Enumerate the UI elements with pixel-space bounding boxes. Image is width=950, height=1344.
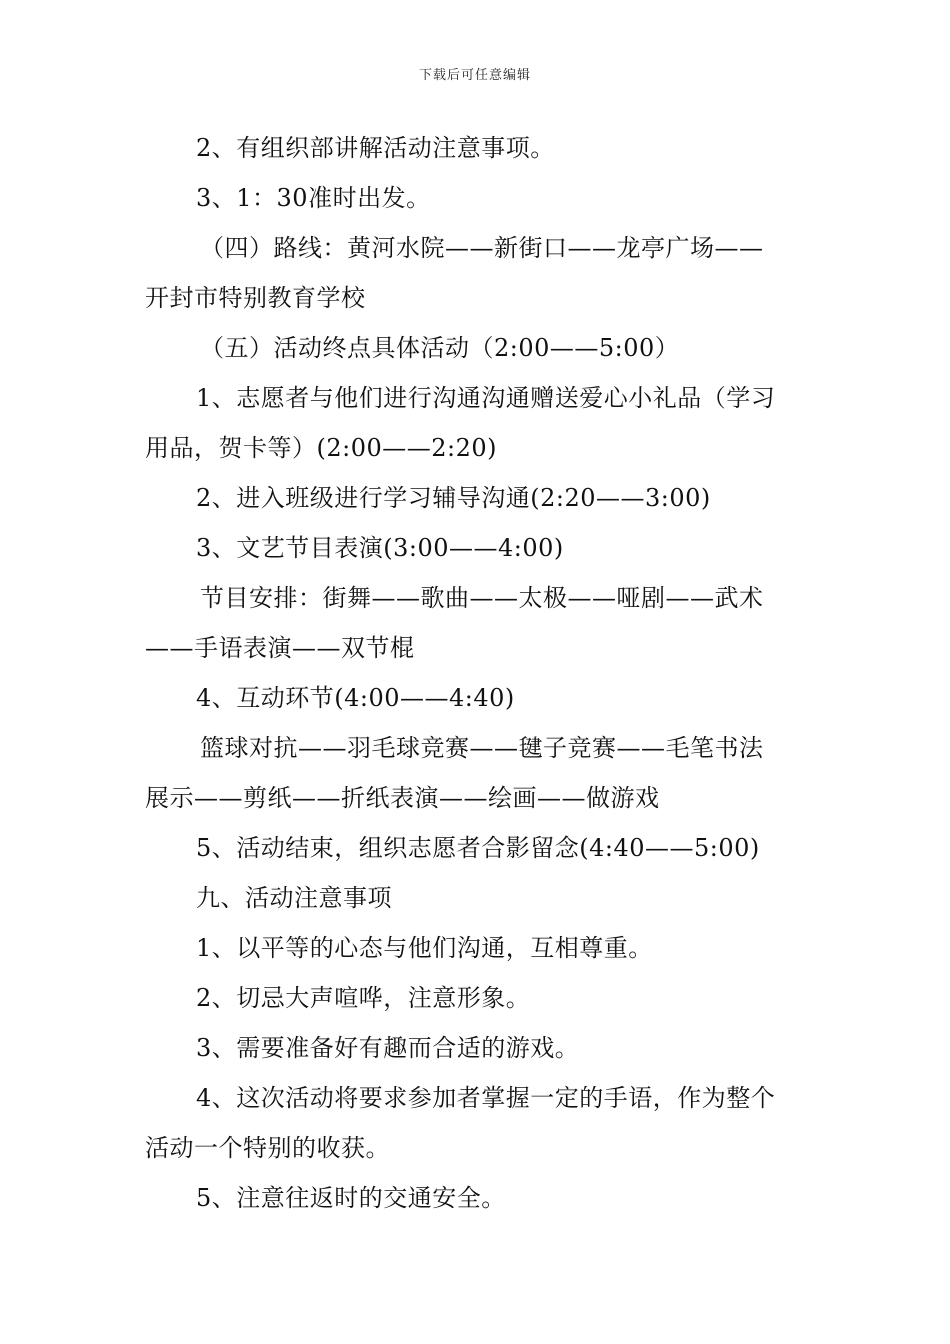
- text-line: 节目安排：街舞——歌曲——太极——哑剧——武术: [200, 584, 764, 612]
- text-line: 5、活动结束，组织志愿者合影留念(4:40——5:00): [196, 834, 760, 862]
- text-line: 3、需要准备好有趣而合适的游戏。: [196, 1034, 580, 1062]
- text-line: 2、进入班级进行学习辅导沟通(2:20——3:00): [196, 484, 711, 512]
- text-line: 4、互动环节(4:00——4:40): [196, 684, 515, 712]
- text-line: 5、注意往返时的交通安全。: [196, 1184, 506, 1212]
- text-line: 展示——剪纸——折纸表演——绘画——做游戏: [145, 784, 660, 812]
- section-heading: 九、活动注意事项: [196, 884, 392, 912]
- text-line: 用品，贺卡等）(2:00——2:20): [145, 434, 498, 462]
- text-line: 2、有组织部讲解活动注意事项。: [196, 134, 555, 162]
- text-line: 1、以平等的心态与他们沟通，互相尊重。: [196, 934, 653, 962]
- text-line: ——手语表演——双节棍: [145, 634, 415, 662]
- text-line: 3、文艺节目表演(3:00——4:00): [196, 534, 564, 562]
- text-line: （五）活动终点具体活动（2:00——5:00）: [200, 334, 680, 362]
- text-line: 3、1：30准时出发。: [196, 184, 431, 212]
- text-line: （四）路线：黄河水院——新街口——龙亭广场——: [200, 234, 764, 262]
- text-line: 2、切忌大声喧哗，注意形象。: [196, 984, 531, 1012]
- text-line: 4、这次活动将要求参加者掌握一定的手语，作为整个: [196, 1084, 776, 1112]
- text-line: 篮球对抗——羽毛球竞赛——毽子竞赛——毛笔书法: [200, 734, 764, 762]
- text-line: 1、志愿者与他们进行沟通沟通赠送爱心小礼品（学习: [196, 384, 776, 412]
- text-line: 开封市特别教育学校: [145, 284, 366, 312]
- text-line: 活动一个特别的收获。: [145, 1134, 390, 1162]
- page-header-note: 下载后可任意编辑: [418, 68, 531, 83]
